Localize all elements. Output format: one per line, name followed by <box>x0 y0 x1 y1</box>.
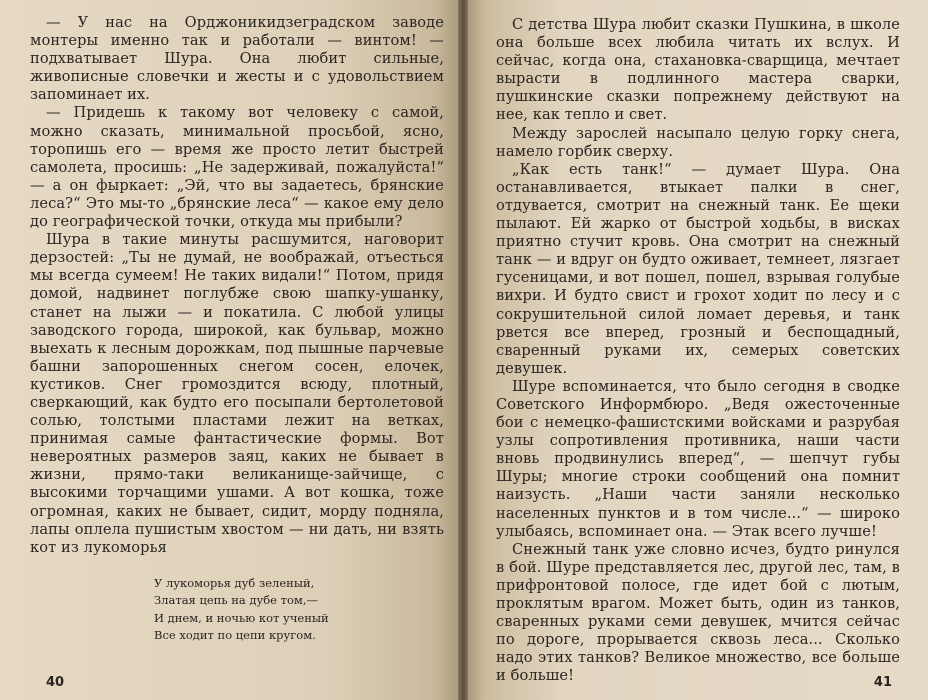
paragraph: С детства Шура любит сказки Пушкина, в школе она больше всех любила читать их вслух. И сейчас, когда она, стахановка-сварщица, мечтает вырасти в подлинного мастера сварки, пушкинские сказки попрежнему действуют на нее, как тепло и свет. <box>496 16 900 124</box>
left-page <box>0 0 462 700</box>
page-number: 41 <box>873 675 892 690</box>
poem-line: У лукоморья дуб зеленый, <box>154 575 315 590</box>
paragraph: Шуре вспоминается, что было сегодня в сводке Советского Информбюро. „Ведя ожесточенные бои с немецко-фашистскими войсками и разрубая узлы сопротивления противника, наши части вновь продвинулись вперед“, — шепчут губы Шуры; многие строки сообщений она помнит наизусть. „Наши части заняли несколько населенных пунктов и в том числе...“ — широко улыбаясь, вспоминает она. — Этак всего лучше! <box>496 377 900 540</box>
paragraph: — У нас на Орджоникидзеградском заводе монтеры именно так и работали — винтом! — подхватывает Шура. Она любит сильные, живописные словечки и жесты и с удовольствием запоминает их. <box>30 14 444 104</box>
paragraph: Между зарослей насыпало целую горку снега, намело горбик сверху. <box>496 124 900 160</box>
poem-line: Все ходит по цепи кругом. <box>154 628 316 643</box>
paragraph: „Как есть танк!“ — думает Шура. Она останавливается, втыкает палки в снег, отдувается, смотрит на снежный танк. Ее щеки пылают. Ей жарко от быстрой ходьбы, в висках приятно стучит кровь. Она смотрит на снежный танк — и вдруг он будто оживает, темнеет, лязгает гусеницами, и вот пошел, пошел, взрывая голубые вихри. И будто свист и грохот ходит по лесу и с сокрушительной силой ломает деревья, и танк рвется все вперед, грозный и беспощадный, сваренный руками их, семерых советских девушек. <box>496 160 900 377</box>
page-number: 40 <box>46 675 65 690</box>
poem-line: И днем, и ночью кот ученый <box>154 610 329 625</box>
paragraph: — Придешь к такому вот человеку с самой, можно сказать, минимальной просьбой, ясно, торопишь его — время же просто летит быстрей самолета, просишь: „Не задерживай, пожалуйста!“ — а он фыркает: „Эй, что вы задаетесь, брянские леса?“ Это мы-то „брянские леса“ — какое ему дело до географической точки, откуда мы прибыли? <box>30 104 444 231</box>
book-gutter <box>458 0 468 700</box>
left-page-text <box>30 14 444 557</box>
right-page <box>462 0 928 700</box>
poem-quote <box>154 575 444 645</box>
paragraph: Снежный танк уже словно исчез, будто ринулся в бой. Шуре представляется лес, другой лес, там, в прифронтовой полосе, где идет бой с лютым, проклятым врагом. Может быть, один из танков, сваренных руками семи девушек, мчится сейчас по дороге, прорывается сквозь леса... Сколько надо этих танков? Великое множество, все больше и больше! <box>496 540 900 685</box>
right-page-text <box>496 16 900 685</box>
poem-line: Златая цепь на дубе том,— <box>154 593 319 608</box>
paragraph: Шура в такие минуты расшумится, наговорит дерзостей: „Ты не думай, не воображай, отъесться мы всегда сумеем! Не таких видали!“ Потом, придя домой, надвинет поглубже свою шапку-ушанку, станет на лыжи — и покатила. С любой улицы заводского города, широкой, как бульвар, можно выехать к лесным дорожкам, под пышные парчевые башни запорошенных снегом сосен, елочек, кустиков. Снег громоздится всюду, плотный, сверкающий, как будто его посыпали бертолетовой солью, толстыми пластами лежит на ветках, принимая самые фантастические формы. Вот невероятных размеров заяц, каких не бывает в жизни, прямо-таки великанище-зайчище, с высокими торчащими ушами. А вот кошка, тоже огромная, каких не бывает, сидит, морду подняла, лапы оплела пушистым хвостом — ни дать, ни взять кот из лукоморья <box>30 231 444 556</box>
